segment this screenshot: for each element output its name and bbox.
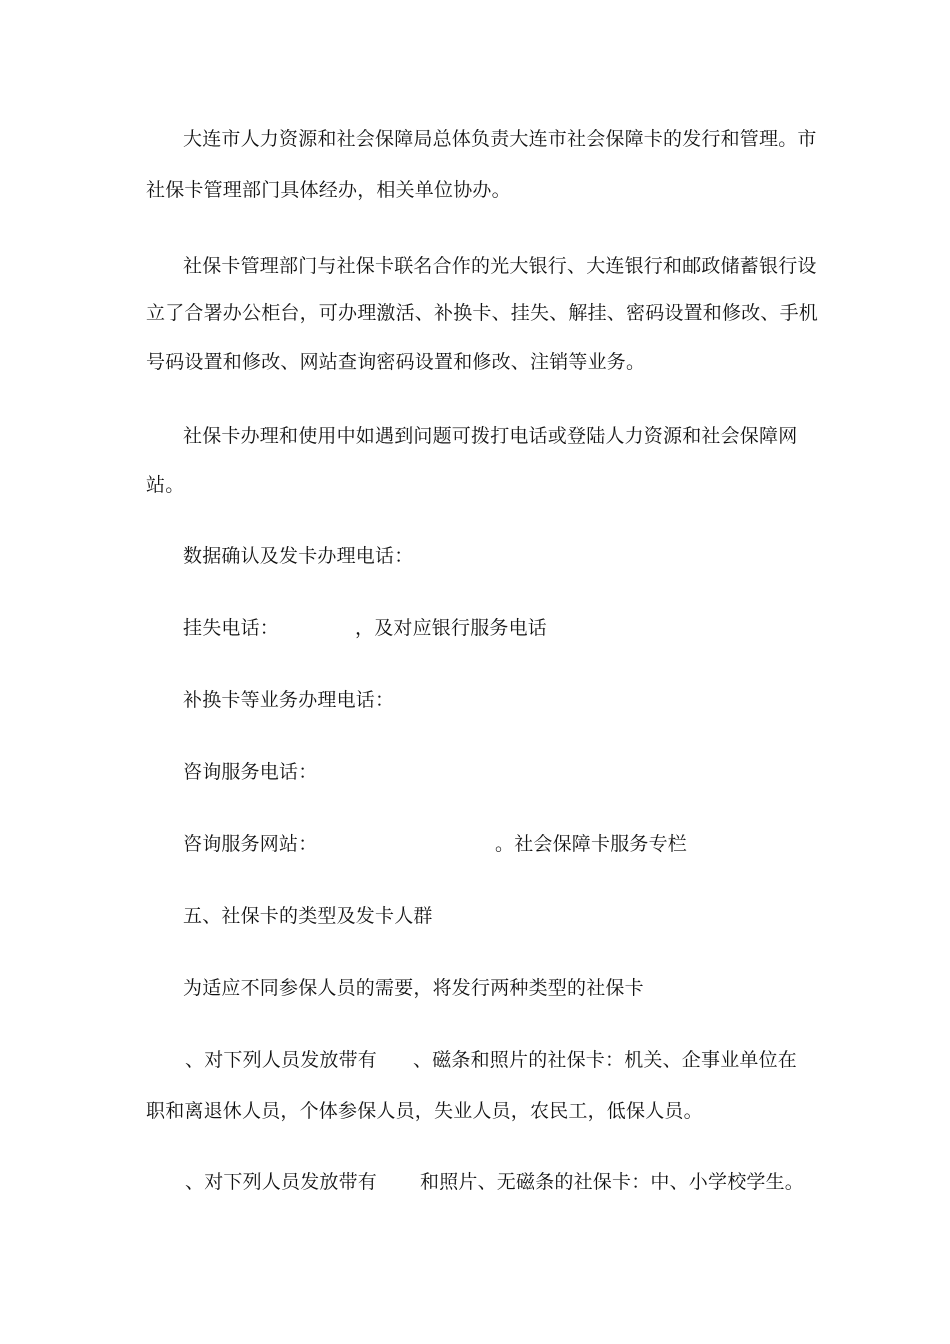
loss-report-phone-suffix: ，及对应银行服务电话 (355, 617, 548, 639)
para-2-line-2: 立了合署办公柜台，可办理激活、补换卡、挂失、解挂、密码设置和修改、手机 (146, 302, 819, 324)
para-3-line-2: 站。 (146, 474, 185, 496)
para-1-line-2: 社保卡管理部门具体经办，相关单位协办。 (146, 179, 511, 201)
consult-website-label: 咨询服务网站： (183, 833, 318, 855)
item-1-line-1-part-a: 、对下列人员发放带有 (185, 1049, 378, 1071)
section-5-intro: 为适应不同参保人员的需要，将发行两种类型的社保卡 (183, 977, 644, 999)
para-1-line-1: 大连市人力资源和社会保障局总体负责大连市社会保障卡的发行和管理。市 (183, 128, 817, 150)
consult-phone-label: 咨询服务电话： (183, 761, 318, 783)
para-2-line-3: 号码设置和修改、网站查询密码设置和修改、注销等业务。 (146, 351, 646, 373)
section-5-heading: 五、社保卡的类型及发卡人群 (183, 905, 433, 927)
para-2-line-1: 社保卡管理部门与社保卡联名合作的光大银行、大连银行和邮政储蓄银行设 (183, 255, 817, 277)
item-2-line-1-part-a: 、对下列人员发放带有 (185, 1171, 378, 1193)
item-1-line-1-part-b: 、磁条和照片的社保卡：机关、企事业单位在 (413, 1049, 798, 1071)
item-2-line-1-part-b: 和照片、无磁条的社保卡：中、小学校学生。 (420, 1171, 805, 1193)
replace-card-phone-label: 补换卡等业务办理电话： (183, 689, 395, 711)
data-confirm-phone-label: 数据确认及发卡办理电话： (183, 545, 414, 567)
loss-report-phone-label: 挂失电话： (183, 617, 280, 639)
para-3-line-1: 社保卡办理和使用中如遇到问题可拨打电话或登陆人力资源和社会保障网 (183, 425, 798, 447)
item-1-line-2: 职和离退休人员，个体参保人员，失业人员，农民工，低保人员。 (146, 1100, 703, 1122)
consult-website-suffix: 。社会保障卡服务专栏 (495, 833, 688, 855)
